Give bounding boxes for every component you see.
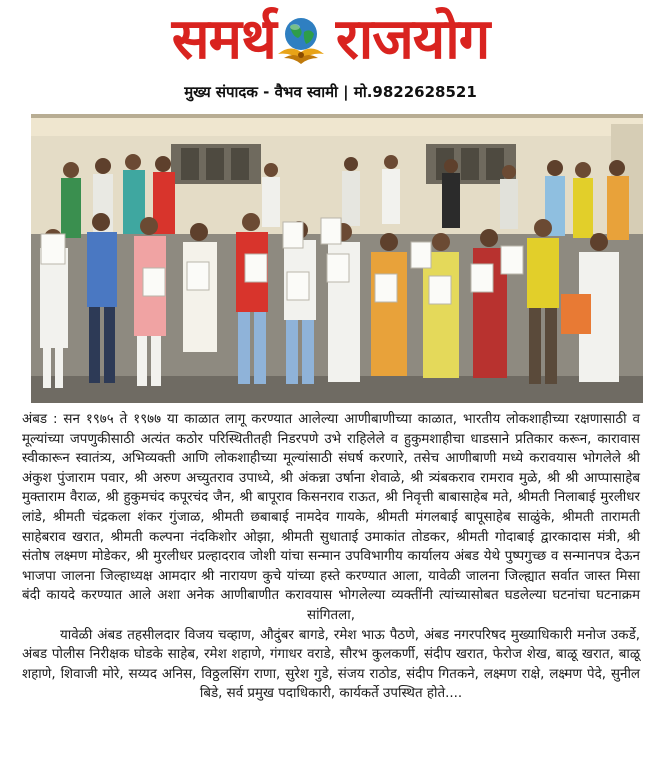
group-photo-image: [31, 114, 643, 403]
title-left: समर्थ: [171, 6, 276, 72]
group-photo: [31, 114, 643, 403]
masthead: [0, 0, 661, 112]
title-right: राजयोग: [335, 6, 490, 72]
article-body: [22, 410, 640, 704]
article-paragraph-1: अंबड : सन १९७५ ते १९७७ या काळात लागू करण्यात आलेल्या आणीबाणीच्या काळात, भारतीय लोकशाहीच्या रक्षणासाठी व मूल्यांच्या जपणुकीसाठी अत्यंत कठोर परिस्थितीतही निडरपणे उभे राहिलेले व हुकुमशाहीचा धाडसाने प्रतिकार करून, कारावास स्वीकारून स्वातंत्र्य, अभिव्यक्ती आणि लोकशाहीच्या मूल्यांसाठी संघर्ष करणारे, तसेच आणीबाणी मध्ये करावयास भोगलेले श्री अंकुश पुंजाराम पवार, श्री अरुण अच्युतराव उपाध्ये, श्री अंकन्ना उर्षाना शेवाळे, श्री त्र्यंबकराव रामराव मुळे, श्री श्री आप्पासाहेब मुक्ताराम वैराळ, श्री हुकुमचंद कपूरचंद जैन, श्री बापूराव किसनराव राऊत, श्री निवृत्ती बाबासाहेब मते, श्रीमती निलाबाई मुरलीधर लांडे, श्रीमती चंद्रकला शंकर गुंजाळ, श्रीमती छबाबाई नामदेव गायके, श्रीमती मंगलबाई बापूसाहेब साळुंके, श्रीमती तारामती साहेबराव खरात, श्रीमती कल्पना नंदकिशोर ओझा, श्रीमती सुधाताई उमाकांत तोडकर, श्रीमती गोदाबाई द्वारकादास मंत्री, श्री संतोष लक्ष्मण मोडेकर, श्री मुरलीधर प्रल्हादराव जोशी यांचा सन्मान उपविभागीय कार्यालय अंबड येथे पुष्पगुच्छ व सन्मानपत्र देऊन भाजपा जालना जिल्हाध्यक्ष आमदार श्री नारायण कुचे यांच्या हस्ते करण्यात आला, यावेळी जालना जिल्ह्यात सर्वात जास्त मिसा बंदी कायदे करण्यात आले अशा अनेक आणीबाणीत करावयास भोगलेल्या व्यक्तींनी त्यांच्यासोबत घडलेल्या घटनांचा घटनाक्रम सांगितला,: [22, 412, 640, 623]
article-paragraph-2: यावेळी अंबड तहसीलदार विजय चव्हाण, औदुंबर बागडे, रमेश भाऊ पैठणे, अंबड नगरपरिषद मुख्याधिकारी मनोज उकर्डे, अंबड पोलीस निरीक्षक घोडके साहेब, रमेश शहाणे, गंगाधर वराडे, सौरभ कुलकर्णी, संदीप खरात, फेरोज शेख, बाळू खरात, बाळू शहाणे, शिवाजी मोरे, सय्यद अनिस, विठ्ठलसिंग राणा, सुरेश गुडे, संजय राठोड, संदीप गितकने, लक्ष्मण राक्षे, लक्ष्मण पेदे, सुनील बिडे, सर्व प्रमुख पदाधिकारी, कार्यकर्ते उपस्थित होते....: [22, 627, 640, 702]
globe-emblem-icon: [270, 8, 332, 72]
editor-contact-line: मुख्य संपादक - वैभव स्वामी | मो.9822628521: [184, 83, 477, 101]
